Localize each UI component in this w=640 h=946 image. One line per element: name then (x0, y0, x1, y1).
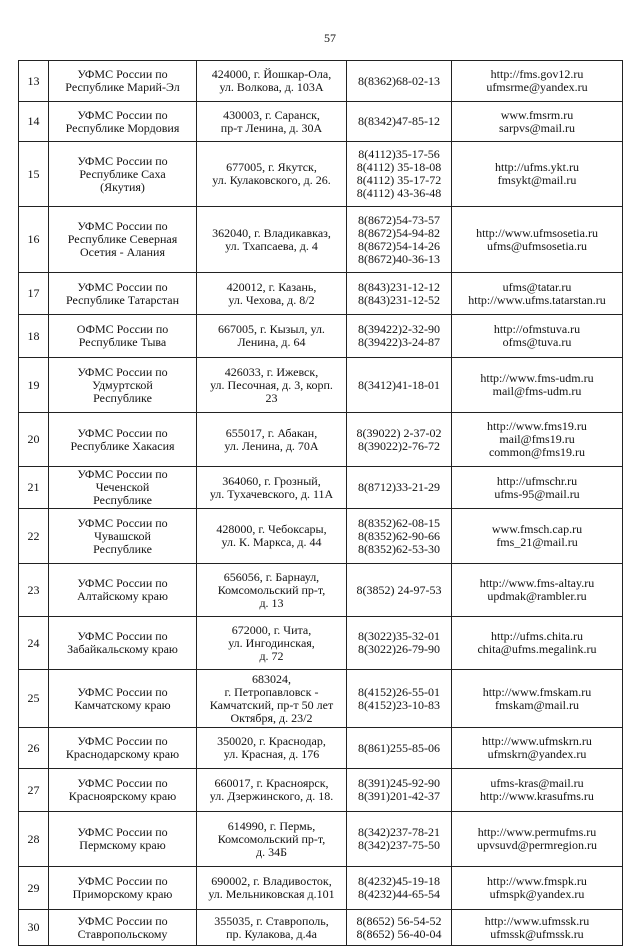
address-cell-line: 430003, г. Саранск, (223, 107, 320, 122)
address-cell (197, 358, 347, 413)
phone-cell (347, 867, 452, 910)
address-cell (197, 207, 347, 273)
web-cell-line: ufmssk@ufmssk.ru (490, 926, 584, 941)
web-cell (452, 769, 623, 812)
phone-cell-line: 8(391)245-92-90 (358, 776, 440, 790)
phone-cell-line: 8(8362)68-02-13 (358, 73, 440, 88)
office-name-cell (49, 142, 197, 207)
office-name-cell (49, 207, 197, 273)
table-row (19, 273, 623, 315)
phone-cell-line: 8(4112)35-17-56 (358, 147, 440, 161)
address-cell-line: 656056, г. Барнаул, (223, 569, 320, 584)
phone-cell-line: 8(39022) 2-37-02 (356, 425, 442, 440)
row-number: 27 (19, 769, 49, 812)
web-cell (452, 867, 623, 910)
row-number: 20 (19, 413, 49, 467)
phone-cell (347, 509, 452, 564)
row-number: 13 (19, 61, 49, 102)
office-name-cell-line: Республике Тыва (78, 335, 167, 349)
address-cell (197, 867, 347, 910)
office-name-cell-line: Ставропольскому (77, 926, 168, 941)
table-row (19, 564, 623, 617)
row-number: 16 (19, 207, 49, 273)
web-cell (452, 413, 623, 467)
office-name-cell (49, 315, 197, 358)
office-name-cell-line: УФМС России по (77, 67, 168, 81)
web-cell-line: http://www.fms-altay.ru (479, 576, 595, 590)
address-cell (197, 769, 347, 812)
phone-cell-line: 8(391)201-42-37 (358, 789, 440, 803)
address-cell-line: 364060, г. Грозный, (222, 473, 321, 488)
row-number: 21 (19, 467, 49, 509)
web-cell-line: http://ofmstuva.ru (493, 322, 581, 336)
address-cell (197, 413, 347, 467)
office-name-cell-line: Чувашской (94, 528, 151, 543)
phone-cell-line: 8(8672)54-73-57 (358, 212, 440, 227)
web-cell-line: fmskam@mail.ru (494, 697, 580, 712)
web-cell (452, 207, 623, 273)
row-number: 22 (19, 509, 49, 564)
office-name-cell-line: Республике Марий-Эл (65, 80, 180, 94)
phone-cell-line: 8(4152)23-10-83 (358, 697, 440, 712)
phone-cell-line: 8(3022)26-79-90 (358, 642, 440, 656)
phone-cell-line: 8(4112) 43-36-48 (356, 186, 442, 200)
table-body (19, 61, 623, 946)
phone-cell-line: 8(3852) 24-97-53 (356, 582, 442, 597)
row-number: 14 (19, 102, 49, 142)
office-name-cell (49, 910, 197, 946)
web-cell-line: ofms@tuva.ru (502, 335, 572, 349)
web-cell-line: http://ufmschr.ru (496, 473, 578, 488)
address-cell-line: 667005, г. Кызыл, ул. (218, 322, 325, 336)
address-cell (197, 142, 347, 207)
office-name-cell (49, 467, 197, 509)
address-cell-line: пр-т Ленина, д. 30А (220, 120, 323, 135)
office-name-cell-line: Республике Татарстан (65, 292, 180, 307)
phone-cell-line: 8(3412)41-18-01 (358, 377, 440, 392)
phone-cell (347, 617, 452, 670)
table-row (19, 413, 623, 467)
address-cell (197, 467, 347, 509)
office-name-cell-line: ОФМС России по (76, 322, 169, 336)
address-cell-line: ул. Чехова, д. 8/2 (228, 292, 315, 307)
web-cell-line: http://www.krasufms.ru (480, 789, 594, 803)
table-row (19, 617, 623, 670)
address-cell-line: 426033, г. Ижевск, (224, 364, 319, 379)
web-cell-line: ufms-95@mail.ru (494, 486, 580, 501)
row-number: 18 (19, 315, 49, 358)
office-name-cell-line: Удмуртской (92, 377, 153, 392)
office-name-cell-line: УФМС России по (77, 734, 168, 748)
web-cell (452, 564, 623, 617)
address-cell-line: 683024, (252, 671, 291, 686)
phone-cell (347, 358, 452, 413)
row-number: 17 (19, 273, 49, 315)
phone-cell (347, 102, 452, 142)
office-name-cell-line: Камчатскому краю (74, 697, 171, 712)
web-cell-line: ufms@ufmsosetia.ru (486, 238, 588, 253)
address-cell (197, 728, 347, 769)
address-cell-line: 420012, г. Казань, (226, 279, 317, 294)
web-cell-line: http://www.ufms.tatarstan.ru (468, 292, 606, 307)
table-row (19, 910, 623, 946)
address-cell-line: ул. К. Маркса, д. 44 (221, 535, 322, 549)
phone-cell-line: 8(8712)33-21-29 (358, 480, 440, 494)
address-cell (197, 102, 347, 142)
address-cell-line: Ленина, д. 64 (237, 335, 306, 349)
phone-cell (347, 670, 452, 728)
table-row (19, 207, 623, 273)
table-row (19, 315, 623, 358)
office-name-cell (49, 670, 197, 728)
web-cell-line: http://www.ufmskrn.ru (482, 734, 592, 748)
web-cell-line: mail@fms19.ru (499, 432, 575, 446)
row-number: 26 (19, 728, 49, 769)
address-cell-line: ул. Ингодинская, (228, 635, 315, 650)
office-directory-table (18, 60, 623, 946)
phone-cell-line: 8(4232)44-65-54 (358, 887, 440, 901)
phone-cell-line: 8(39022)2-76-72 (358, 438, 440, 453)
address-cell-line: ул. Песочная, д. 3, корп. (210, 377, 333, 392)
office-name-cell (49, 358, 197, 413)
address-cell-line: ул. Дзержинского, д. 18. (209, 789, 334, 803)
address-cell-line: 23 (265, 390, 278, 405)
web-cell (452, 728, 623, 769)
row-number: 30 (19, 910, 49, 946)
table-row (19, 61, 623, 102)
web-cell-line: updmak@rambler.ru (487, 589, 587, 603)
web-cell-line: mail@fms-udm.ru (492, 384, 582, 398)
phone-cell-line: 8(8672)54-94-82 (358, 225, 440, 240)
web-cell-line: upvsuvd@permregion.ru (476, 838, 598, 852)
office-name-cell-line: УФМС России по (77, 874, 168, 888)
office-name-cell-line: Республике (93, 390, 152, 405)
office-name-cell (49, 102, 197, 142)
web-cell-line: ufmskrn@yandex.ru (487, 747, 587, 761)
address-cell-line: ул. Ленина, д. 70А (224, 438, 319, 453)
phone-cell-line: 8(4152)26-55-01 (358, 684, 440, 699)
web-cell-line: http://ufms.chita.ru (491, 629, 583, 643)
web-cell (452, 509, 623, 564)
web-cell-line: common@fms19.ru (488, 445, 586, 459)
phone-cell-line: 8(8652) 56-54-52 (356, 913, 442, 928)
office-name-cell-line: Республике Саха (79, 166, 166, 181)
address-cell-line: 655017, г. Абакан, (225, 425, 318, 440)
office-name-cell (49, 61, 197, 102)
web-cell-line: http://www.fmskam.ru (482, 684, 592, 699)
address-cell-line: 660017, г. Красноярск, (214, 776, 329, 790)
address-cell (197, 61, 347, 102)
office-name-cell-line: Красноярскому краю (68, 789, 177, 803)
web-cell (452, 670, 623, 728)
phone-cell-line: 8(8352)62-53-30 (358, 541, 440, 556)
row-number: 28 (19, 812, 49, 867)
address-cell (197, 812, 347, 867)
web-cell-line: ufmsrme@yandex.ru (486, 80, 588, 94)
web-cell-line: http://www.permufms.ru (477, 825, 597, 839)
phone-cell (347, 142, 452, 207)
web-cell-line: http://www.fmspk.ru (487, 874, 587, 888)
address-cell-line: Октября, д. 23/2 (230, 710, 313, 725)
web-cell-line: www.fmsch.cap.ru (491, 522, 583, 536)
phone-cell (347, 812, 452, 867)
phone-cell (347, 910, 452, 946)
phone-cell-line: 8(843)231-12-52 (358, 292, 440, 307)
table-row (19, 358, 623, 413)
office-name-cell-line: УФМС России по (77, 576, 168, 590)
phone-cell-line: 8(342)237-75-50 (358, 838, 440, 852)
web-cell-line: http://www.ufmssk.ru (484, 913, 590, 928)
office-name-cell-line: Алтайскому краю (77, 589, 168, 603)
table-row (19, 102, 623, 142)
office-name-cell (49, 728, 197, 769)
phone-cell-line: 8(4232)45-19-18 (358, 874, 440, 888)
table-row (19, 812, 623, 867)
web-cell-line: fmsykt@mail.ru (497, 173, 577, 187)
phone-cell (347, 728, 452, 769)
address-cell-line: 614990, г. Пермь, (227, 818, 316, 833)
address-cell-line: 350020, г. Краснодар, (217, 734, 326, 748)
phone-cell-line: 8(8352)62-08-15 (358, 515, 440, 530)
office-name-cell-line: УФМС России по (77, 776, 168, 790)
office-name-cell-line: УФМС России по (77, 825, 168, 839)
web-cell (452, 467, 623, 509)
office-name-cell-line: Приморскому краю (72, 887, 173, 901)
office-name-cell-line: (Якутия) (100, 179, 145, 194)
address-cell-line: Комсомольский пр-т, (217, 831, 326, 846)
address-cell-line: 677005, г. Якутск, (226, 160, 317, 174)
web-cell-line: http://www.fms-udm.ru (480, 371, 594, 385)
phone-cell-line: 8(8672)40-36-13 (358, 251, 440, 266)
address-cell-line: ул. Волкова, д. 103А (219, 80, 324, 94)
phone-cell (347, 273, 452, 315)
web-cell (452, 812, 623, 867)
office-name-cell (49, 273, 197, 315)
address-cell-line: 355035, г. Ставрополь, (214, 913, 329, 928)
address-cell (197, 273, 347, 315)
address-cell-line: ул. Красная, д. 176 (223, 747, 320, 761)
web-cell (452, 142, 623, 207)
table-row (19, 769, 623, 812)
phone-cell-line: 8(4112) 35-18-08 (356, 160, 442, 174)
web-cell-line: ufmspk@yandex.ru (489, 887, 585, 901)
address-cell-line: 362040, г. Владикавказ, (212, 225, 331, 240)
office-name-cell-line: Республике Хакасия (70, 438, 175, 453)
phone-cell-line: 8(39422)3-24-87 (358, 335, 440, 349)
office-name-cell-line: УФМС России по (77, 364, 168, 379)
web-cell (452, 617, 623, 670)
address-cell (197, 910, 347, 946)
address-cell-line: ул. Тхапсаева, д. 4 (225, 238, 318, 253)
office-name-cell-line: Республике Северная (67, 232, 178, 246)
table-row (19, 509, 623, 564)
web-cell-line: chita@ufms.megalink.ru (477, 642, 597, 656)
office-name-cell-line: Краснодарскому краю (65, 747, 180, 761)
office-name-cell-line: Республике Мордовия (65, 120, 180, 135)
phone-cell (347, 467, 452, 509)
office-name-cell (49, 413, 197, 467)
office-name-cell-line: УФМС России по (77, 515, 168, 530)
phone-cell (347, 315, 452, 358)
office-name-cell (49, 769, 197, 812)
office-name-cell-line: УФМС России по (77, 913, 168, 928)
address-cell (197, 564, 347, 617)
office-name-cell-line: Республике (93, 493, 152, 507)
web-cell (452, 273, 623, 315)
row-number: 29 (19, 867, 49, 910)
office-name-cell-line: Забайкальскому краю (67, 642, 178, 656)
page-number: 57 (324, 31, 336, 45)
office-name-cell-line: Чеченской (95, 480, 150, 494)
address-cell-line: пр. Кулакова, д.4а (226, 926, 317, 941)
address-cell-line: Комсомольский пр-т, (217, 582, 326, 597)
office-name-cell (49, 509, 197, 564)
table-row (19, 728, 623, 769)
web-cell (452, 910, 623, 946)
phone-cell-line: 8(3022)35-32-01 (358, 629, 440, 643)
office-name-cell-line: УФМС России по (77, 425, 168, 440)
web-cell-line: http://fms.gov12.ru (490, 67, 584, 81)
office-name-cell-line: УФМС России по (77, 684, 168, 699)
phone-cell-line: 8(843)231-12-12 (358, 279, 440, 294)
address-cell-line: ул. Мельниковская д.101 (208, 887, 335, 901)
address-cell-line: д. 34Б (256, 844, 287, 859)
table-row (19, 467, 623, 509)
table-row (19, 142, 623, 207)
address-cell (197, 315, 347, 358)
address-cell (197, 509, 347, 564)
web-cell (452, 61, 623, 102)
address-cell-line: ул. Тухачевского, д. 11А (209, 486, 334, 501)
office-name-cell-line: УФМС России по (77, 629, 168, 643)
address-cell-line: д. 13 (259, 595, 284, 610)
office-name-cell-line: УФМС России по (77, 279, 168, 294)
address-cell-line: г. Петропавловск - (224, 684, 319, 699)
office-name-cell-line: УФМС России по (77, 467, 168, 481)
phone-cell-line: 8(8352)62-90-66 (358, 528, 440, 543)
phone-cell (347, 207, 452, 273)
phone-cell-line: 8(8342)47-85-12 (358, 114, 440, 128)
phone-cell (347, 769, 452, 812)
office-name-cell-line: УФМС России по (77, 219, 168, 233)
address-cell (197, 670, 347, 728)
address-cell-line: 690002, г. Владивосток, (211, 874, 332, 888)
web-cell-line: www.fmsrm.ru (500, 107, 574, 122)
office-name-cell (49, 564, 197, 617)
address-cell-line: Камчатский, пр-т 50 лет (209, 697, 334, 712)
phone-cell-line: 8(4112) 35-17-72 (356, 173, 442, 187)
web-cell (452, 358, 623, 413)
phone-cell-line: 8(861)255-85-06 (358, 740, 440, 755)
web-cell-line: ufms@tatar.ru (502, 279, 572, 294)
web-cell-line: fms_21@mail.ru (496, 535, 578, 549)
office-name-cell (49, 617, 197, 670)
web-cell-line: http://www.ufmsosetia.ru (476, 225, 598, 240)
web-cell (452, 315, 623, 358)
phone-cell-line: 8(342)237-78-21 (358, 825, 440, 839)
web-cell-line: http://ufms.ykt.ru (495, 160, 579, 174)
office-name-cell-line: Осетия - Алания (80, 245, 165, 259)
table-row (19, 670, 623, 728)
web-cell-line: ufms-kras@mail.ru (490, 776, 584, 790)
address-cell-line: ул. Кулаковского, д. 26. (212, 173, 331, 187)
office-name-cell-line: Пермскому краю (79, 838, 166, 852)
phone-cell (347, 564, 452, 617)
address-cell-line: 672000, г. Чита, (231, 622, 312, 637)
row-number: 25 (19, 670, 49, 728)
row-number: 23 (19, 564, 49, 617)
office-name-cell (49, 812, 197, 867)
phone-cell (347, 61, 452, 102)
row-number: 24 (19, 617, 49, 670)
phone-cell (347, 413, 452, 467)
address-cell (197, 617, 347, 670)
phone-cell-line: 8(39422)2-32-90 (358, 322, 440, 336)
web-cell-line: http://www.fms19.ru (487, 419, 587, 433)
office-name-cell (49, 867, 197, 910)
phone-cell-line: 8(8652) 56-40-04 (356, 926, 442, 941)
web-cell-line: sarpvs@mail.ru (498, 120, 576, 135)
row-number: 15 (19, 142, 49, 207)
address-cell-line: д. 72 (259, 648, 284, 663)
phone-cell-line: 8(8672)54-14-26 (358, 238, 440, 253)
row-number: 19 (19, 358, 49, 413)
web-cell (452, 102, 623, 142)
table-row (19, 867, 623, 910)
address-cell-line: 424000, г. Йошкар-Ола, (211, 67, 332, 81)
address-cell-line: 428000, г. Чебоксары, (216, 522, 327, 536)
office-name-cell-line: УФМС России по (77, 107, 168, 122)
office-name-cell-line: УФМС России по (77, 153, 168, 168)
office-name-cell-line: Республике (93, 541, 152, 556)
